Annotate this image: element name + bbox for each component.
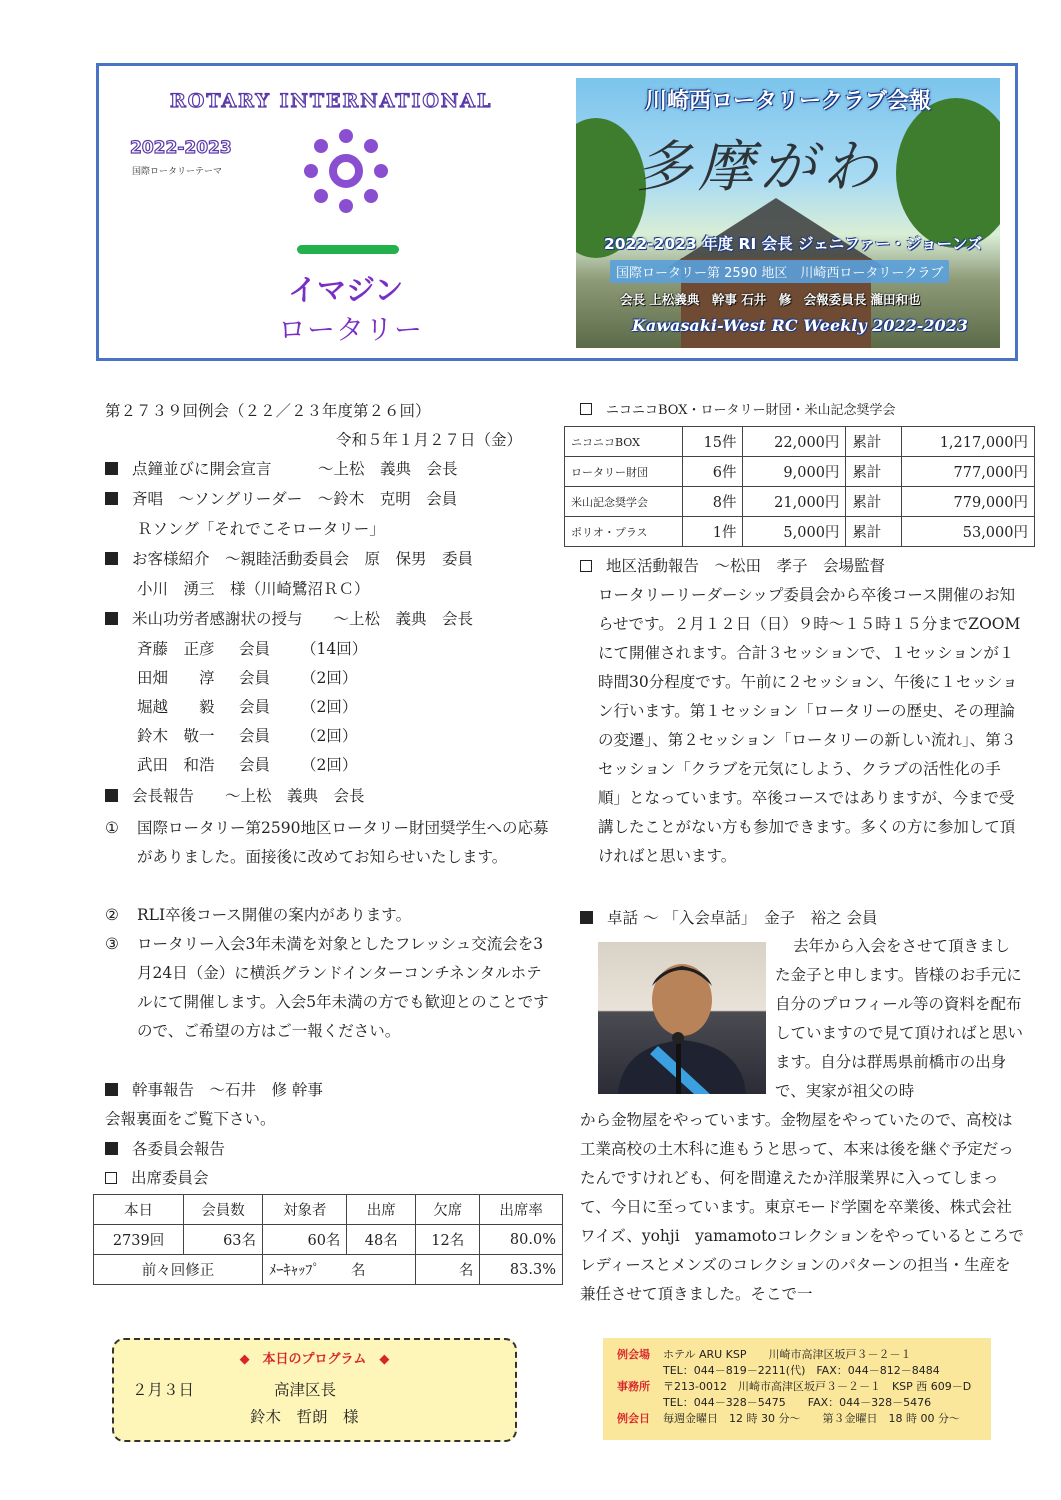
tree-shape xyxy=(896,98,1000,248)
report-1-mark: ① xyxy=(105,819,119,837)
info-venue: 例会場 ホテル ARU KSP 川崎市高津区坂戸３－２－１ xyxy=(617,1348,912,1361)
table-cell: 80.0% xyxy=(480,1225,563,1255)
table-cell: 累計 xyxy=(846,457,901,487)
report-1: 国際ロータリー第2590地区ロータリー財団奨学生への応募がありました。面接後に改めてお知らせいたします。 xyxy=(137,819,549,866)
weekly-line: Kawasaki-West RC Weekly 2022-2023 xyxy=(632,316,968,335)
awardee-row: 斉藤 正彦 会員 （14回） xyxy=(137,640,368,658)
table-header: 対象者 xyxy=(263,1195,347,1225)
bullet-icon xyxy=(105,492,118,505)
table-row xyxy=(94,1195,563,1225)
table-cell: 累計 xyxy=(846,427,901,457)
today-program-box xyxy=(112,1338,517,1442)
agenda-song-title: Ｒソング「それでこそロータリー」 xyxy=(137,520,385,538)
district-heading: 地区活動報告 ～松田 孝子 会場監督 xyxy=(580,552,885,581)
table-cell: 累計 xyxy=(846,487,901,517)
bullet-icon xyxy=(105,552,118,565)
report-3: ロータリー入会3年未満を対象としたフレッシュ交流会を3月24日（金）に横浜グランドインターコンチネンタルホテルにて開催します。入会5年未満の方でも歓迎とのことですので、ご希望の方はご一報ください。 xyxy=(137,935,549,1040)
bullet-icon xyxy=(105,462,118,475)
cover-photo xyxy=(576,78,1000,348)
table-cell: 2739回 xyxy=(94,1225,184,1255)
table-cell: ロータリー財団 xyxy=(565,457,683,487)
checkbox-icon xyxy=(580,560,592,572)
speech-heading: 卓話 ～ 「入会卓話」 金子 裕之 会員 xyxy=(580,904,878,933)
bullet-icon xyxy=(105,1142,118,1155)
report-2: RLI卒後コース開催の案内があります。 xyxy=(137,906,412,924)
bullet-icon xyxy=(105,612,118,625)
table-cell: 名 xyxy=(416,1255,480,1285)
table-row xyxy=(94,1255,563,1285)
newsletter-name: 多摩がわ xyxy=(636,135,884,200)
table-cell: 22,000円 xyxy=(743,427,846,457)
agenda-president-report: 会長報告 ～上松 義典 会長 xyxy=(105,782,365,811)
report-2-mark: ② xyxy=(105,906,119,924)
table-cell: 1件 xyxy=(683,517,743,547)
table-cell: 83.3% xyxy=(480,1255,563,1285)
table-cell: 21,000円 xyxy=(743,487,846,517)
meeting-number: 第２７３９回例会（２２／２３年度第２６回） xyxy=(105,402,431,420)
table-cell: ポリオ・プラス xyxy=(565,517,683,547)
theme-subtitle: ロータリー xyxy=(278,313,424,346)
table-cell: 15件 xyxy=(683,427,743,457)
info-office: 事務所 〒213-0012 川崎市高津区坂戸３－２－１ KSP 西 609－D xyxy=(617,1380,972,1393)
agenda-opening: 点鐘並びに開会宣言 ～上松 義典 会長 xyxy=(105,455,458,484)
report-3-mark: ③ xyxy=(105,935,119,953)
info-office-tel: TEL：044－328－5475 FAX：044－328－5476 xyxy=(663,1396,932,1409)
info-venue-tel: TEL：044－819－2211(代) FAX：044－812－8484 xyxy=(663,1364,940,1377)
attendance-committee: 出席委員会 xyxy=(105,1164,209,1193)
speaker-photo xyxy=(598,942,766,1094)
donations-heading: ニコニコBOX・ロータリー財団・米山記念奨学会 xyxy=(580,396,895,425)
bullet-icon xyxy=(580,911,593,924)
agenda-award: 米山功労者感謝状の授与 ～上松 義典 会長 xyxy=(105,605,473,634)
table-row xyxy=(565,427,1035,457)
table-cell: 前々回修正 xyxy=(94,1255,263,1285)
table-cell: 米山記念奨学会 xyxy=(565,487,683,517)
table-cell: 63名 xyxy=(184,1225,263,1255)
table-header: 本日 xyxy=(94,1195,184,1225)
program-line-2: 鈴木 哲朗 様 xyxy=(250,1408,359,1426)
table-header: 出席率 xyxy=(480,1195,563,1225)
table-header: 出席 xyxy=(347,1195,416,1225)
newsletter-title: 川崎西ロータリークラブ会報 xyxy=(644,89,931,114)
ri-title: ROTARY INTERNATIONAL xyxy=(170,90,493,112)
officers-line: 会長 上松義典 幹事 石井 修 会報委員長 瀧田和也 xyxy=(620,292,921,307)
agenda-guests: お客様紹介 ～親睦活動委員会 原 保男 委員 xyxy=(105,545,473,574)
secretary-note: 会報裏面をご覧下さい。 xyxy=(105,1110,276,1128)
attendance-table xyxy=(93,1194,563,1285)
program-date: ２月３日 xyxy=(132,1381,195,1399)
agenda-guest-name: 小川 湧三 様（川崎鷺沼ＲＣ） xyxy=(137,580,370,598)
table-cell: 1,217,000円 xyxy=(901,427,1034,457)
district-line: 国際ロータリー第 2590 地区 川崎西ロータリークラブ xyxy=(610,260,949,283)
table-cell: 60名 xyxy=(263,1225,347,1255)
ri-theme-logo-icon xyxy=(300,125,392,217)
table-row xyxy=(94,1225,563,1255)
table-cell: 6件 xyxy=(683,457,743,487)
donations-table xyxy=(564,426,1035,547)
awardee-row: 武田 和浩 会員 （2回） xyxy=(137,756,358,774)
meeting-date: 令和５年１月２７日（金） xyxy=(336,431,523,449)
program-title: ◆ 本日のプログラム ◆ xyxy=(239,1352,390,1367)
theme-year: 2022-2023 xyxy=(130,138,232,158)
agenda-committee-reports: 各委員会報告 xyxy=(105,1135,225,1164)
ri-president-line: 2022-2023 年度 RI 会長 ジェニファー・ジョーンズ xyxy=(604,235,983,253)
speech-body: から金物屋をやっています。金物屋をやっていたので、高校は工業高校の土木科に進もうと思って、本来は後を継ぐ予定だったんですけれども、何を間違えたか洋服業界に入ってしまって、今日に至っています。東京モード学園を卒業後、株式会社ワイズ、yohji yamamotoコレクションをやっているところでレディースとメンズのコレクションのパターンの担当・生産を兼任させて頂きました。そこで一 xyxy=(580,1111,1024,1303)
table-cell: 53,000円 xyxy=(901,517,1034,547)
awardee-row: 鈴木 敬一 会員 （2回） xyxy=(137,727,358,745)
table-row xyxy=(565,487,1035,517)
theme-title: イマジン xyxy=(288,273,404,307)
speaker-figure xyxy=(598,942,766,1094)
checkbox-icon xyxy=(105,1172,117,1184)
agenda-song: 斉唱 ～ソングリーダー ～鈴木 克明 会員 xyxy=(105,485,457,514)
table-cell: 779,000円 xyxy=(901,487,1034,517)
speech-side-text: 去年から入会をさせて頂きました金子と申します。皆様のお手元に自分のプロフィール等の資料を配布していますので見て頂ければと思います。自分は群馬県前橋市の出身で、実家が祖父の時 xyxy=(775,937,1024,1100)
district-body: ロータリーリーダーシップ委員会から卒後コース開催のお知らせです。２月１２日（日）９時～１５時１５分までZOOMにて開催されます。合計３セッションで、１セッションが１時間30分程度です。午前に２セッション、午後に１セッション行います。第１セッション「ロータリーの歴史、その理論の変遷」、第２セッション「ロータリーの新しい流れ」、第３セッション「クラブを元気にしよう、クラブの活性化の手順」となっています。卒後コースではありますが、今まで受講したことがない方も参加できます。多くの方に参加して頂ければと思います。 xyxy=(598,586,1021,865)
bullet-icon xyxy=(105,789,118,802)
bullet-icon xyxy=(105,1083,118,1096)
table-cell: 48名 xyxy=(347,1225,416,1255)
table-row xyxy=(565,457,1035,487)
table-cell: 9,000円 xyxy=(743,457,846,487)
table-cell: 累計 xyxy=(846,517,901,547)
checkbox-icon xyxy=(580,403,592,415)
program-line-1: 高津区長 xyxy=(274,1381,337,1399)
theme-caption: 国際ロータリーテーマ xyxy=(132,167,223,177)
awardee-row: 田畑 淳 会員 （2回） xyxy=(137,669,358,687)
agenda-secretary-report: 幹事報告 ～石井 修 幹事 xyxy=(105,1076,323,1105)
table-row xyxy=(565,517,1035,547)
awardee-row: 堀越 毅 会員 （2回） xyxy=(137,698,358,716)
table-cell: 5,000円 xyxy=(743,517,846,547)
club-info-box xyxy=(603,1338,991,1440)
table-header: 会員数 xyxy=(184,1195,263,1225)
table-cell: ﾒｰｷｬｯﾌﾟ 名 xyxy=(263,1255,416,1285)
info-meeting-day: 例会日 毎週金曜日 12 時 30 分～ 第３金曜日 18 時 00 分～ xyxy=(617,1412,960,1425)
table-cell: 777,000円 xyxy=(901,457,1034,487)
theme-divider xyxy=(297,245,399,254)
table-cell: 8件 xyxy=(683,487,743,517)
table-cell: ニコニコBOX xyxy=(565,427,683,457)
table-cell: 12名 xyxy=(416,1225,480,1255)
table-header: 欠席 xyxy=(416,1195,480,1225)
